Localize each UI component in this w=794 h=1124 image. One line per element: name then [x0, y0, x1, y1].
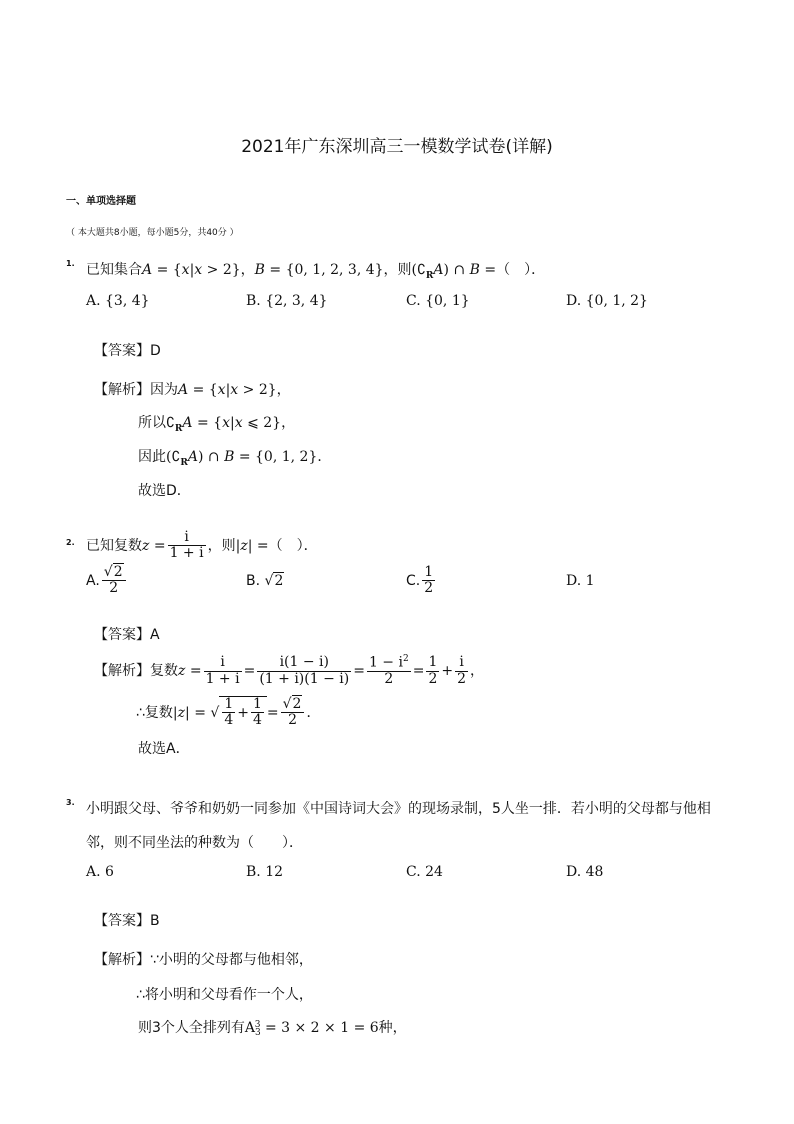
question-stem-line-1: 小明跟父母、爷爷和奶奶一同参加《中国诗词大会》的现场录制，5人坐一排．若小明的父母都与他相	[86, 801, 711, 817]
option-d: D. 1	[566, 573, 595, 589]
analysis-conclusion: 故选A．	[138, 741, 190, 757]
analysis-step: 则3个人全排列有$A_3^3 = 3 \times 2 \times 1 = 6$种，	[138, 1020, 407, 1038]
option-b: B. {2, 3, 4}	[246, 293, 328, 309]
option-a: A. {3, 4}	[86, 293, 150, 309]
section-note: （ 本大题共8小题，每小题5分，共40分 ）	[66, 228, 239, 238]
option-b: B. √2	[246, 573, 284, 589]
analysis-step: ∴复数|z| = √ $\frac{1}{4}$ + $\frac{1}{4}$ = $\frac{√2}{2}$ ．	[136, 696, 321, 729]
answer: 【答案】D	[94, 343, 161, 359]
page-title: 2021年广东深圳高三一模数学试卷(详解)	[241, 137, 553, 157]
option-a: A. 6	[86, 864, 114, 880]
answer: 【答案】B	[94, 913, 160, 929]
answer: 【答案】A	[94, 627, 160, 643]
option-c: C. 24	[406, 864, 443, 880]
question-number: 2.	[66, 538, 75, 547]
option-d: D. 48	[566, 864, 604, 880]
option-d: D. {0, 1, 2}	[566, 293, 648, 309]
question-stem: 已知复数z = $\frac{i}{1 + i}$ ，则|z| =（ ）．	[86, 529, 318, 562]
analysis-step: 所以$∁_RA = \{x|x$ ⩽ 2}，	[138, 415, 296, 434]
analysis-conclusion: 故选D．	[138, 483, 191, 499]
option-c: C. $\frac{1}{2}$	[406, 564, 434, 597]
analysis-step: ∴将小明和父母看作一个人，	[136, 987, 313, 1003]
analysis: 【解析】复数z = $\frac{i}{1 + i}$ = $\frac{i(1 - i)}{(1 + i)(1 - i)}$ = $\frac{1 - i^2}{2}$ = $\frac{1}{2}$ + $\frac{i}{2}$ ，	[94, 654, 485, 688]
section-heading: 一、单项选择题	[66, 196, 136, 207]
analysis-step: 因此$(∁_RA)$ ∩ B = {0, 1, 2}．	[138, 449, 332, 468]
option-a: A. $\frac{√2}{2}$	[86, 565, 128, 597]
analysis: 【解析】因为A = {x|x > 2}，	[94, 382, 291, 398]
question-number: 1.	[66, 259, 75, 268]
question-number: 3.	[66, 798, 75, 807]
option-b: B. 12	[246, 864, 284, 880]
option-c: C. {0, 1}	[406, 293, 470, 309]
question-stem-line-2: 邻，则不同坐法的种数为（ ）．	[86, 835, 303, 851]
analysis: 【解析】∵小明的父母都与他相邻，	[94, 952, 313, 968]
question-stem: 已知集合A = {x|x > 2}，B = {0, 1, 2, 3, 4}，则$(∁_RA)$ ∩ B =（ ）．	[86, 262, 546, 281]
stem-text: 已知集合	[86, 262, 142, 278]
